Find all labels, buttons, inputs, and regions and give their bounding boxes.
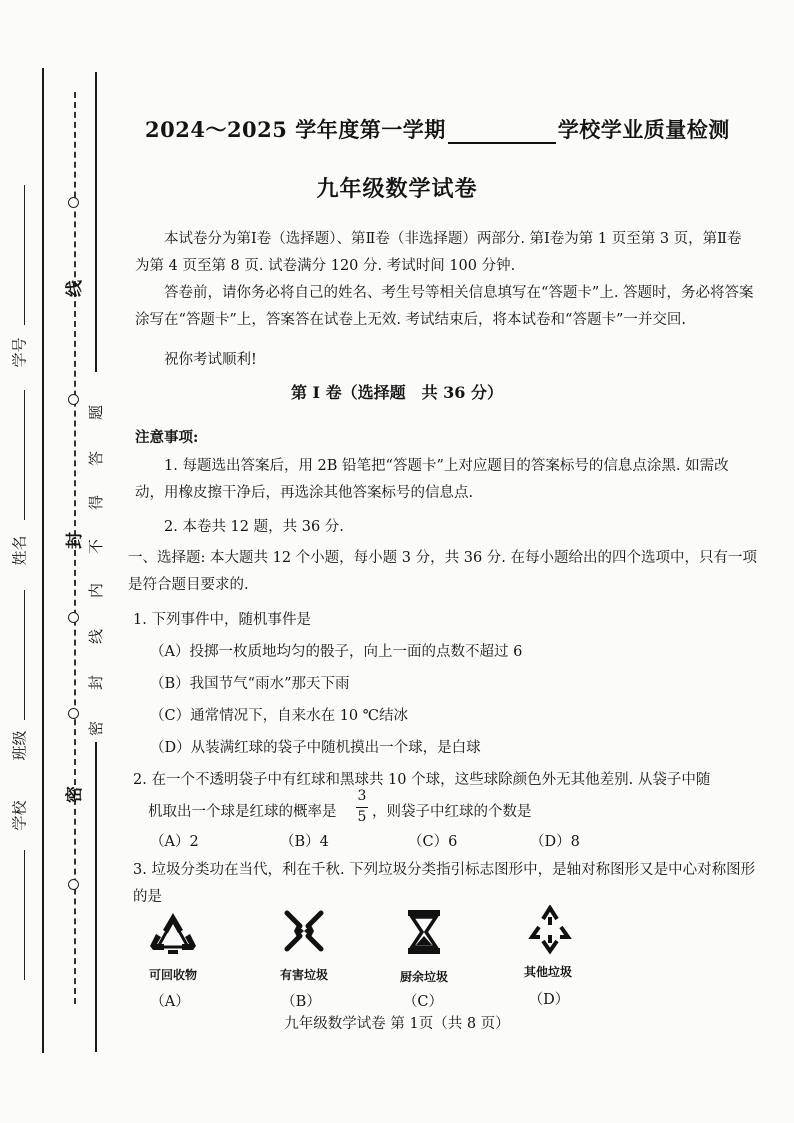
school-label: 学校: [10, 800, 29, 831]
warning-char: 题: [87, 404, 106, 421]
warning-char: 内: [87, 582, 106, 599]
class-blank[interactable]: [24, 590, 25, 720]
warning-char: 线: [87, 628, 106, 645]
class-label: 班级: [10, 730, 29, 761]
exam-title: [145, 114, 730, 144]
q2-option-d: （D）8: [530, 834, 580, 850]
notice-item-2: 2. 本卷共 12 题，共 36 分.: [164, 519, 344, 535]
warning-char: 密: [87, 720, 106, 737]
q2-stem-line2-pre: 机取出一个球是红球的概率是: [148, 804, 337, 820]
binding-char-feng: 封: [65, 532, 85, 549]
q2-stem-line1: 2. 在一个不透明袋子中有红球和黑球共 10 个球，这些球除颜色外无其他差别. 从袋子中随: [133, 772, 711, 788]
option-c-caption: 厨余垃圾: [399, 970, 448, 984]
q1-option-b: （B）我国节气“雨水”那天下雨: [150, 676, 350, 692]
q3-option-d: （D）: [528, 992, 570, 1008]
other-waste-icon: [526, 905, 574, 955]
option-a-caption: 可回收物: [148, 968, 197, 982]
q2-option-c: （C）6: [408, 834, 458, 850]
binding-char-mi: 密: [65, 786, 85, 803]
q3-stem: 3. 垃圾分类功在当代，利在千秋. 下列垃圾分类指引标志图形中，是轴对称图形又是中心对称图形的是: [133, 862, 756, 905]
q2-option-a: （A）2: [150, 834, 199, 850]
binding-hole: [68, 612, 79, 623]
warning-char: 得: [87, 494, 106, 511]
warning-char: 不: [87, 538, 106, 555]
exam-title-right: 学校学业质量检测: [557, 117, 730, 142]
section-heading: 第 Ⅰ 卷（选择题 共 36 分）: [290, 383, 504, 402]
q1-option-d: （D）从装满红球的袋子中随机摸出一个球，是白球: [150, 740, 481, 756]
option-d-caption: 其他垃圾: [523, 965, 572, 979]
q3-option-a: （A）: [150, 994, 190, 1010]
binding-hole: [68, 879, 79, 890]
intro-paragraph-2: 答卷前，请你务必将自己的姓名、考生号等相关信息填写在“答题卡”上. 答题时，务必将答案涂写在“答题卡”上，答案答在试卷上无效. 考试结束后，将本试卷和“答题卡”一并交回.: [135, 285, 754, 328]
part-heading: 一、选择题: 本大题共 12 个小题，每小题 3 分，共 36 分. 在每小题给出的四个选项中，只有一项是符合题目要求的.: [128, 550, 757, 593]
fraction-denominator: 5: [357, 809, 367, 825]
recycle-icon: [148, 910, 198, 956]
intro-paragraph-3: 祝你考试顺利!: [164, 352, 257, 368]
warning-char: 答: [87, 450, 106, 467]
school-blank[interactable]: [24, 850, 25, 980]
q3-option-c: （C）: [402, 994, 444, 1010]
binding-hole: [68, 708, 79, 719]
q3-option-b: （B）: [281, 994, 321, 1010]
fraction-bar: [356, 807, 368, 808]
q1-option-a: （A）投掷一枚质地均匀的骰子，向上一面的点数不超过 6: [150, 644, 523, 660]
exam-subtitle: 九年级数学试卷: [316, 176, 478, 202]
option-b-caption: 有害垃圾: [279, 968, 328, 982]
name-blank[interactable]: [24, 390, 25, 520]
hazardous-waste-icon: [282, 908, 326, 954]
notice-title: 注意事项:: [135, 429, 199, 446]
outer-border-line: [42, 68, 44, 1053]
q1-option-c: （C）通常情况下，自来水在 10 ℃结冰: [150, 708, 408, 724]
binding-char-xian: 线: [65, 280, 85, 297]
intro-paragraph-1: 本试卷分为第Ⅰ卷（选择题）、第Ⅱ卷（非选择题）两部分. 第Ⅰ卷为第 1 页至第 3 页，第Ⅱ卷为第 4 页至第 8 页. 试卷满分 120 分. 考试时间 100 分钟.: [135, 231, 742, 274]
name-label: 姓名: [10, 535, 29, 566]
student-id-label: 学号: [10, 337, 29, 368]
inner-border-line-top: [95, 72, 97, 372]
q2-stem-line2-post: ，则袋子中红球的个数是: [372, 804, 532, 820]
notice-item-1: 1. 每题选出答案后，用 2B 铅笔把“答题卡”上对应题目的答案标号的信息点涂黑. 如需改动，用橡皮擦干净后，再选涂其他答案标号的信息点.: [135, 458, 729, 501]
q1-stem: 1. 下列事件中，随机事件是: [133, 612, 311, 628]
inner-border-line-bottom: [95, 742, 97, 1052]
page-footer: 九年级数学试卷 第 1页（共 8 页）: [284, 1016, 510, 1032]
fraction-numerator: 3: [357, 788, 367, 804]
student-id-blank[interactable]: [24, 185, 25, 325]
warning-char: 封: [87, 674, 106, 691]
q2-option-b: （B）4: [280, 834, 329, 850]
exam-title-left: 2024～2025 学年度第一学期: [145, 117, 446, 142]
kitchen-waste-icon: [405, 908, 443, 956]
school-name-blank[interactable]: [448, 122, 556, 144]
